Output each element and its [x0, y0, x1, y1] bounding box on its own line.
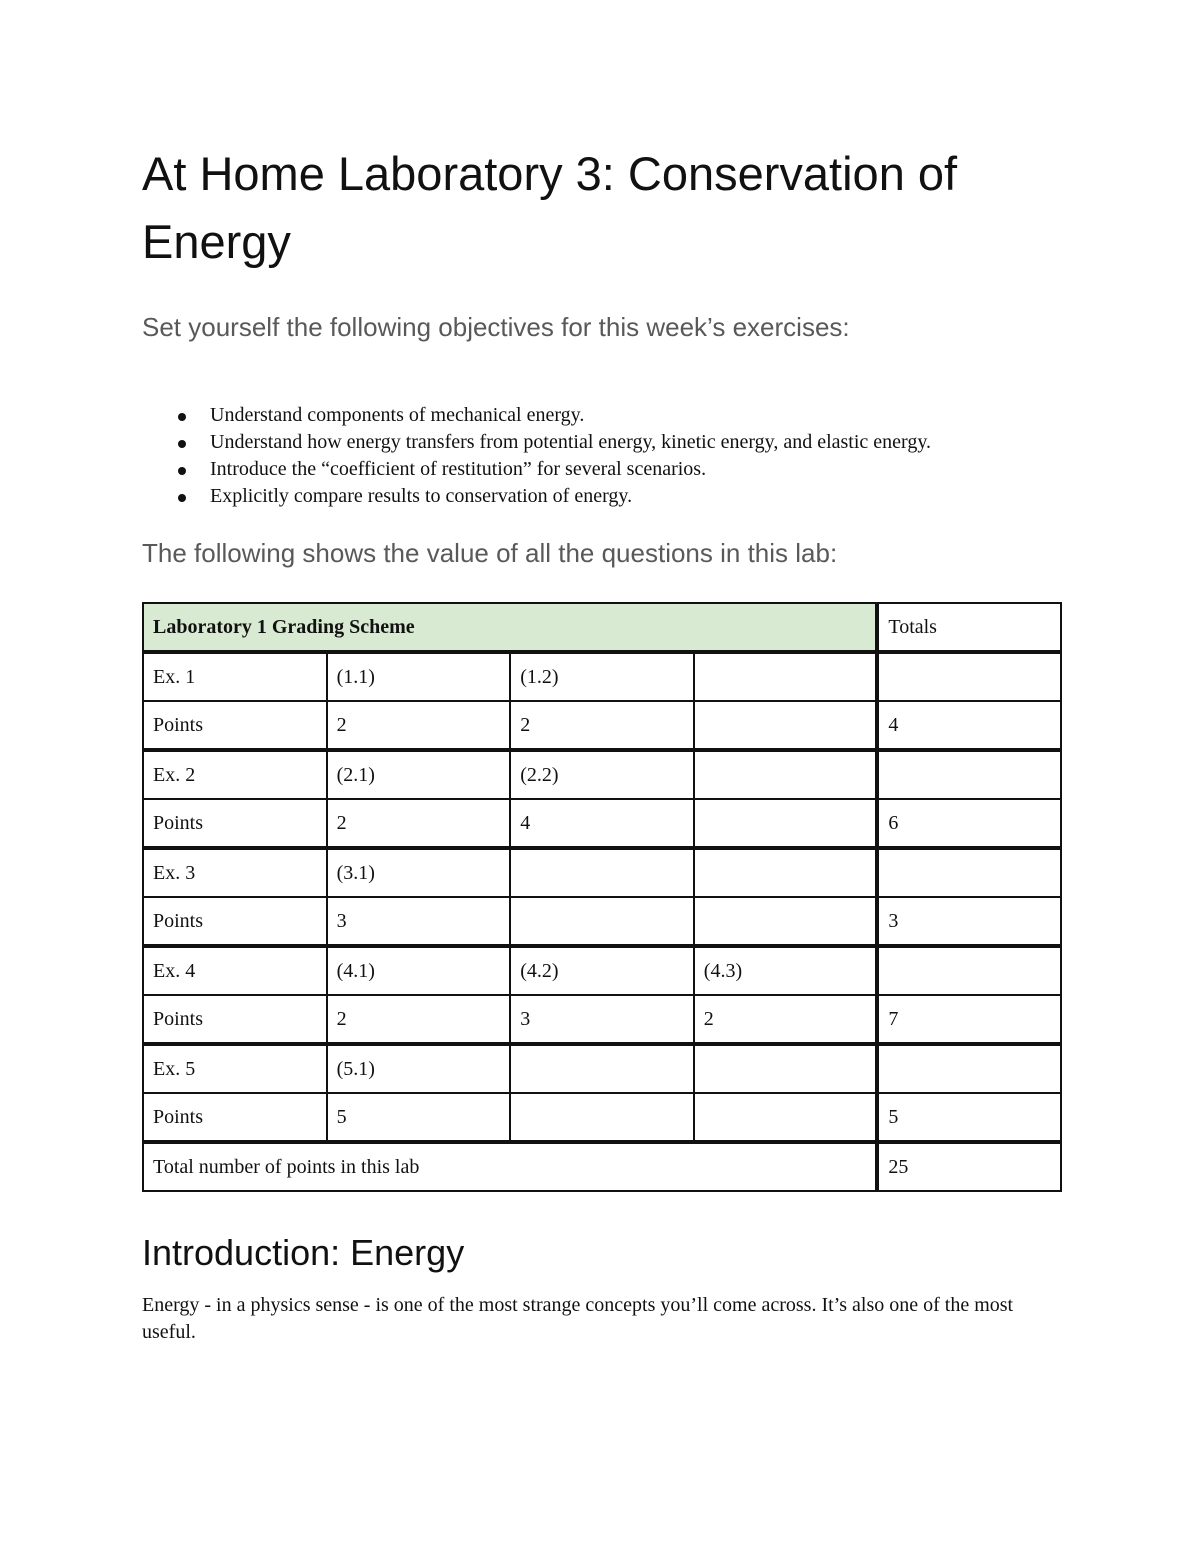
objectives-heading: Set yourself the following objectives for this week’s exercises:: [142, 312, 850, 342]
list-item: Explicitly compare results to conservation of energy.: [210, 483, 1062, 510]
table-cell: [694, 701, 878, 750]
table-cell: [694, 652, 878, 701]
table-row: [143, 1093, 1061, 1142]
table-cell: 2: [327, 995, 511, 1044]
list-item: Introduce the “coefficient of restitution” for several scenarios.: [210, 456, 1062, 483]
document-title: At Home Laboratory 3: Conservation of Energy: [142, 147, 958, 268]
table-cell: (3.1): [327, 848, 511, 897]
table-cell: Ex. 1: [143, 652, 327, 701]
table-cell: 3: [510, 995, 694, 1044]
table-cell: [877, 652, 1061, 701]
table-cell: 3: [877, 897, 1061, 946]
table-cell: [510, 848, 694, 897]
table-cell: [510, 1044, 694, 1093]
bullet-icon: [178, 494, 186, 502]
table-row: [143, 701, 1061, 750]
table-cell: [877, 946, 1061, 995]
table-row: [143, 848, 1061, 897]
table-cell: (4.1): [327, 946, 511, 995]
table-cell: [694, 799, 878, 848]
table-cell: (1.1): [327, 652, 511, 701]
totals-header-cell: Totals: [877, 603, 1061, 652]
table-cell: [694, 848, 878, 897]
table-cell: 6: [877, 799, 1061, 848]
table-row: [143, 750, 1061, 799]
table-cell: 3: [327, 897, 511, 946]
table-cell: [694, 750, 878, 799]
table-cell: Points: [143, 897, 327, 946]
table-cell: [877, 750, 1061, 799]
table-heading: The following shows the value of all the questions in this lab:: [142, 538, 838, 568]
table-cell: 2: [510, 701, 694, 750]
table-cell: Points: [143, 701, 327, 750]
table-cell: [877, 848, 1061, 897]
table-cell: (5.1): [327, 1044, 511, 1093]
total-value-cell: 25: [877, 1142, 1061, 1191]
table-row: [143, 799, 1061, 848]
table-header-row: [143, 603, 1061, 652]
table-cell: 4: [510, 799, 694, 848]
table-cell: Points: [143, 799, 327, 848]
table-cell: [694, 1044, 878, 1093]
table-cell: [694, 1093, 878, 1142]
table-row: [143, 1044, 1061, 1093]
table-cell: Ex. 3: [143, 848, 327, 897]
bullet-icon: [178, 467, 186, 475]
table-cell: 2: [327, 799, 511, 848]
table-cell: Ex. 5: [143, 1044, 327, 1093]
table-cell: Points: [143, 995, 327, 1044]
table-row: [143, 995, 1061, 1044]
table-cell: 5: [327, 1093, 511, 1142]
table-cell: 2: [694, 995, 878, 1044]
table-cell: (4.2): [510, 946, 694, 995]
document-page: [142, 140, 1062, 1346]
table-cell: 7: [877, 995, 1061, 1044]
list-item: Understand components of mechanical energy.: [210, 402, 1062, 429]
table-row: [143, 897, 1061, 946]
table-cell: Ex. 2: [143, 750, 327, 799]
table-cell: (4.3): [694, 946, 878, 995]
table-row: [143, 652, 1061, 701]
table-footer-row: [143, 1142, 1061, 1191]
table-cell: [694, 897, 878, 946]
objectives-list: [142, 402, 1062, 510]
intro-paragraph: Energy - in a physics sense - is one of the most strange concepts you’ll come across. It’s also one of the most useful.: [142, 1294, 1014, 1343]
total-label-cell: Total number of points in this lab: [143, 1142, 877, 1191]
table-cell: [510, 1093, 694, 1142]
table-cell: (2.1): [327, 750, 511, 799]
table-cell: Ex. 4: [143, 946, 327, 995]
table-row: [143, 946, 1061, 995]
table-cell: 4: [877, 701, 1061, 750]
bullet-icon: [178, 440, 186, 448]
table-cell: (1.2): [510, 652, 694, 701]
table-cell: Points: [143, 1093, 327, 1142]
table-cell: 5: [877, 1093, 1061, 1142]
table-header-cell: Laboratory 1 Grading Scheme: [143, 603, 877, 652]
grading-table: [142, 602, 1062, 1192]
bullet-icon: [178, 413, 186, 421]
section-heading: Introduction: Energy: [142, 1232, 465, 1273]
table-cell: [877, 1044, 1061, 1093]
table-cell: 2: [327, 701, 511, 750]
table-cell: (2.2): [510, 750, 694, 799]
list-item: Understand how energy transfers from potential energy, kinetic energy, and elastic energy.: [210, 429, 1062, 456]
table-cell: [510, 897, 694, 946]
